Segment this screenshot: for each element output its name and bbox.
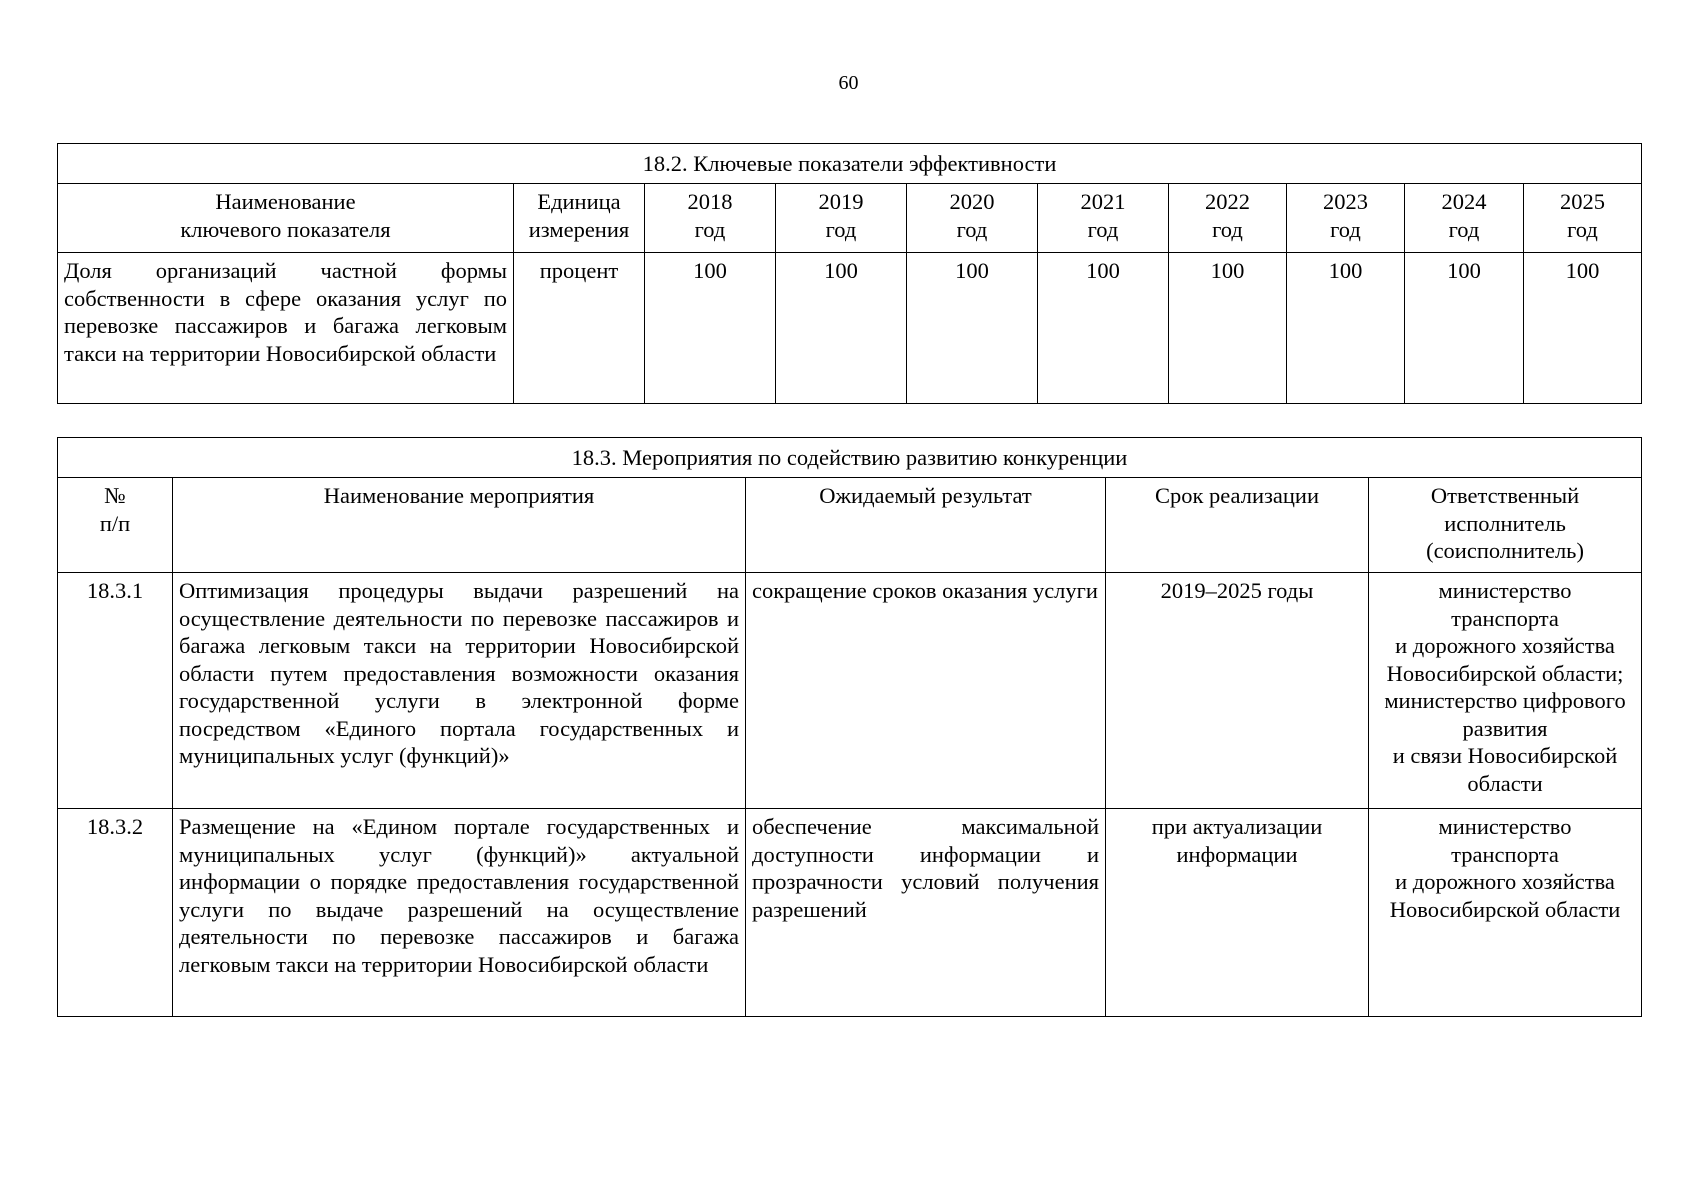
kpi-value: 100 [1169,253,1287,404]
kpi-header-unit: Единица измерения [514,184,645,253]
kpi-header-year: 2021 год [1038,184,1169,253]
measure-number: 18.3.1 [58,573,173,809]
measures-row [58,809,1642,1017]
kpi-header-year: 2024 год [1405,184,1524,253]
measures-header-row [58,478,1642,573]
kpi-table-caption: 18.2. Ключевые показатели эффективности [58,144,1642,184]
kpi-value: 100 [1038,253,1169,404]
kpi-header-year: 2022 год [1169,184,1287,253]
kpi-value: 100 [1405,253,1524,404]
measures-row [58,573,1642,809]
measure-result: сокращение сроков оказания услуги [746,573,1106,809]
measure-name: Размещение на «Едином портале государственных и муниципальных услуг (функций)» актуальной информации о порядке предоставления государственной услуги по выдаче разрешений на осуществление деятельности по перевозке пассажиров и багажа легковым такси на территории Новосибирской области [173,809,746,1017]
measure-responsible: министерство транспорта и дорожного хозяйства Новосибирской области [1369,809,1642,1017]
measure-result: обеспечение максимальной доступности информации и прозрачности условий получения разрешений [746,809,1106,1017]
kpi-value: 100 [1287,253,1405,404]
kpi-value: 100 [645,253,776,404]
kpi-value: 100 [1524,253,1642,404]
measures-header-name: Наименование мероприятия [173,478,746,573]
measures-header-responsible: Ответственный исполнитель (соисполнитель) [1369,478,1642,573]
measure-term: при актуализации информации [1106,809,1369,1017]
measures-table [57,437,1642,1017]
kpi-header-name: Наименование ключевого показателя [58,184,514,253]
kpi-data-row [58,253,1642,404]
measure-responsible: министерство транспорта и дорожного хозяйства Новосибирской области; министерство цифрового развития и связи Новосибирской области [1369,573,1642,809]
kpi-header-year: 2025 год [1524,184,1642,253]
measure-number: 18.3.2 [58,809,173,1017]
measure-name: Оптимизация процедуры выдачи разрешений на осуществление деятельности по перевозке пассажиров и багажа легковым такси на территории Новосибирской области путем предоставления возможности оказания государственной услуги в электронной форме посредством «Единого портала государственных и муниципальных услуг (функций)» [173,573,746,809]
kpi-table [57,143,1642,404]
kpi-header-year: 2023 год [1287,184,1405,253]
measures-table-caption: 18.3. Мероприятия по содействию развитию конкуренции [58,438,1642,478]
measures-header-num: № п/п [58,478,173,573]
measure-term: 2019–2025 годы [1106,573,1369,809]
kpi-header-row [58,184,1642,253]
kpi-unit-value: процент [514,253,645,404]
measures-header-result: Ожидаемый результат [746,478,1106,573]
page-number: 60 [838,72,859,94]
kpi-value: 100 [907,253,1038,404]
kpi-header-year: 2018 год [645,184,776,253]
kpi-indicator-name: Доля организаций частной формы собственности в сфере оказания услуг по перевозке пассажиров и багажа легковым такси на территории Новосибирской области [58,253,514,404]
kpi-header-year: 2019 год [776,184,907,253]
kpi-header-year: 2020 год [907,184,1038,253]
measures-header-term: Срок реализации [1106,478,1369,573]
kpi-value: 100 [776,253,907,404]
